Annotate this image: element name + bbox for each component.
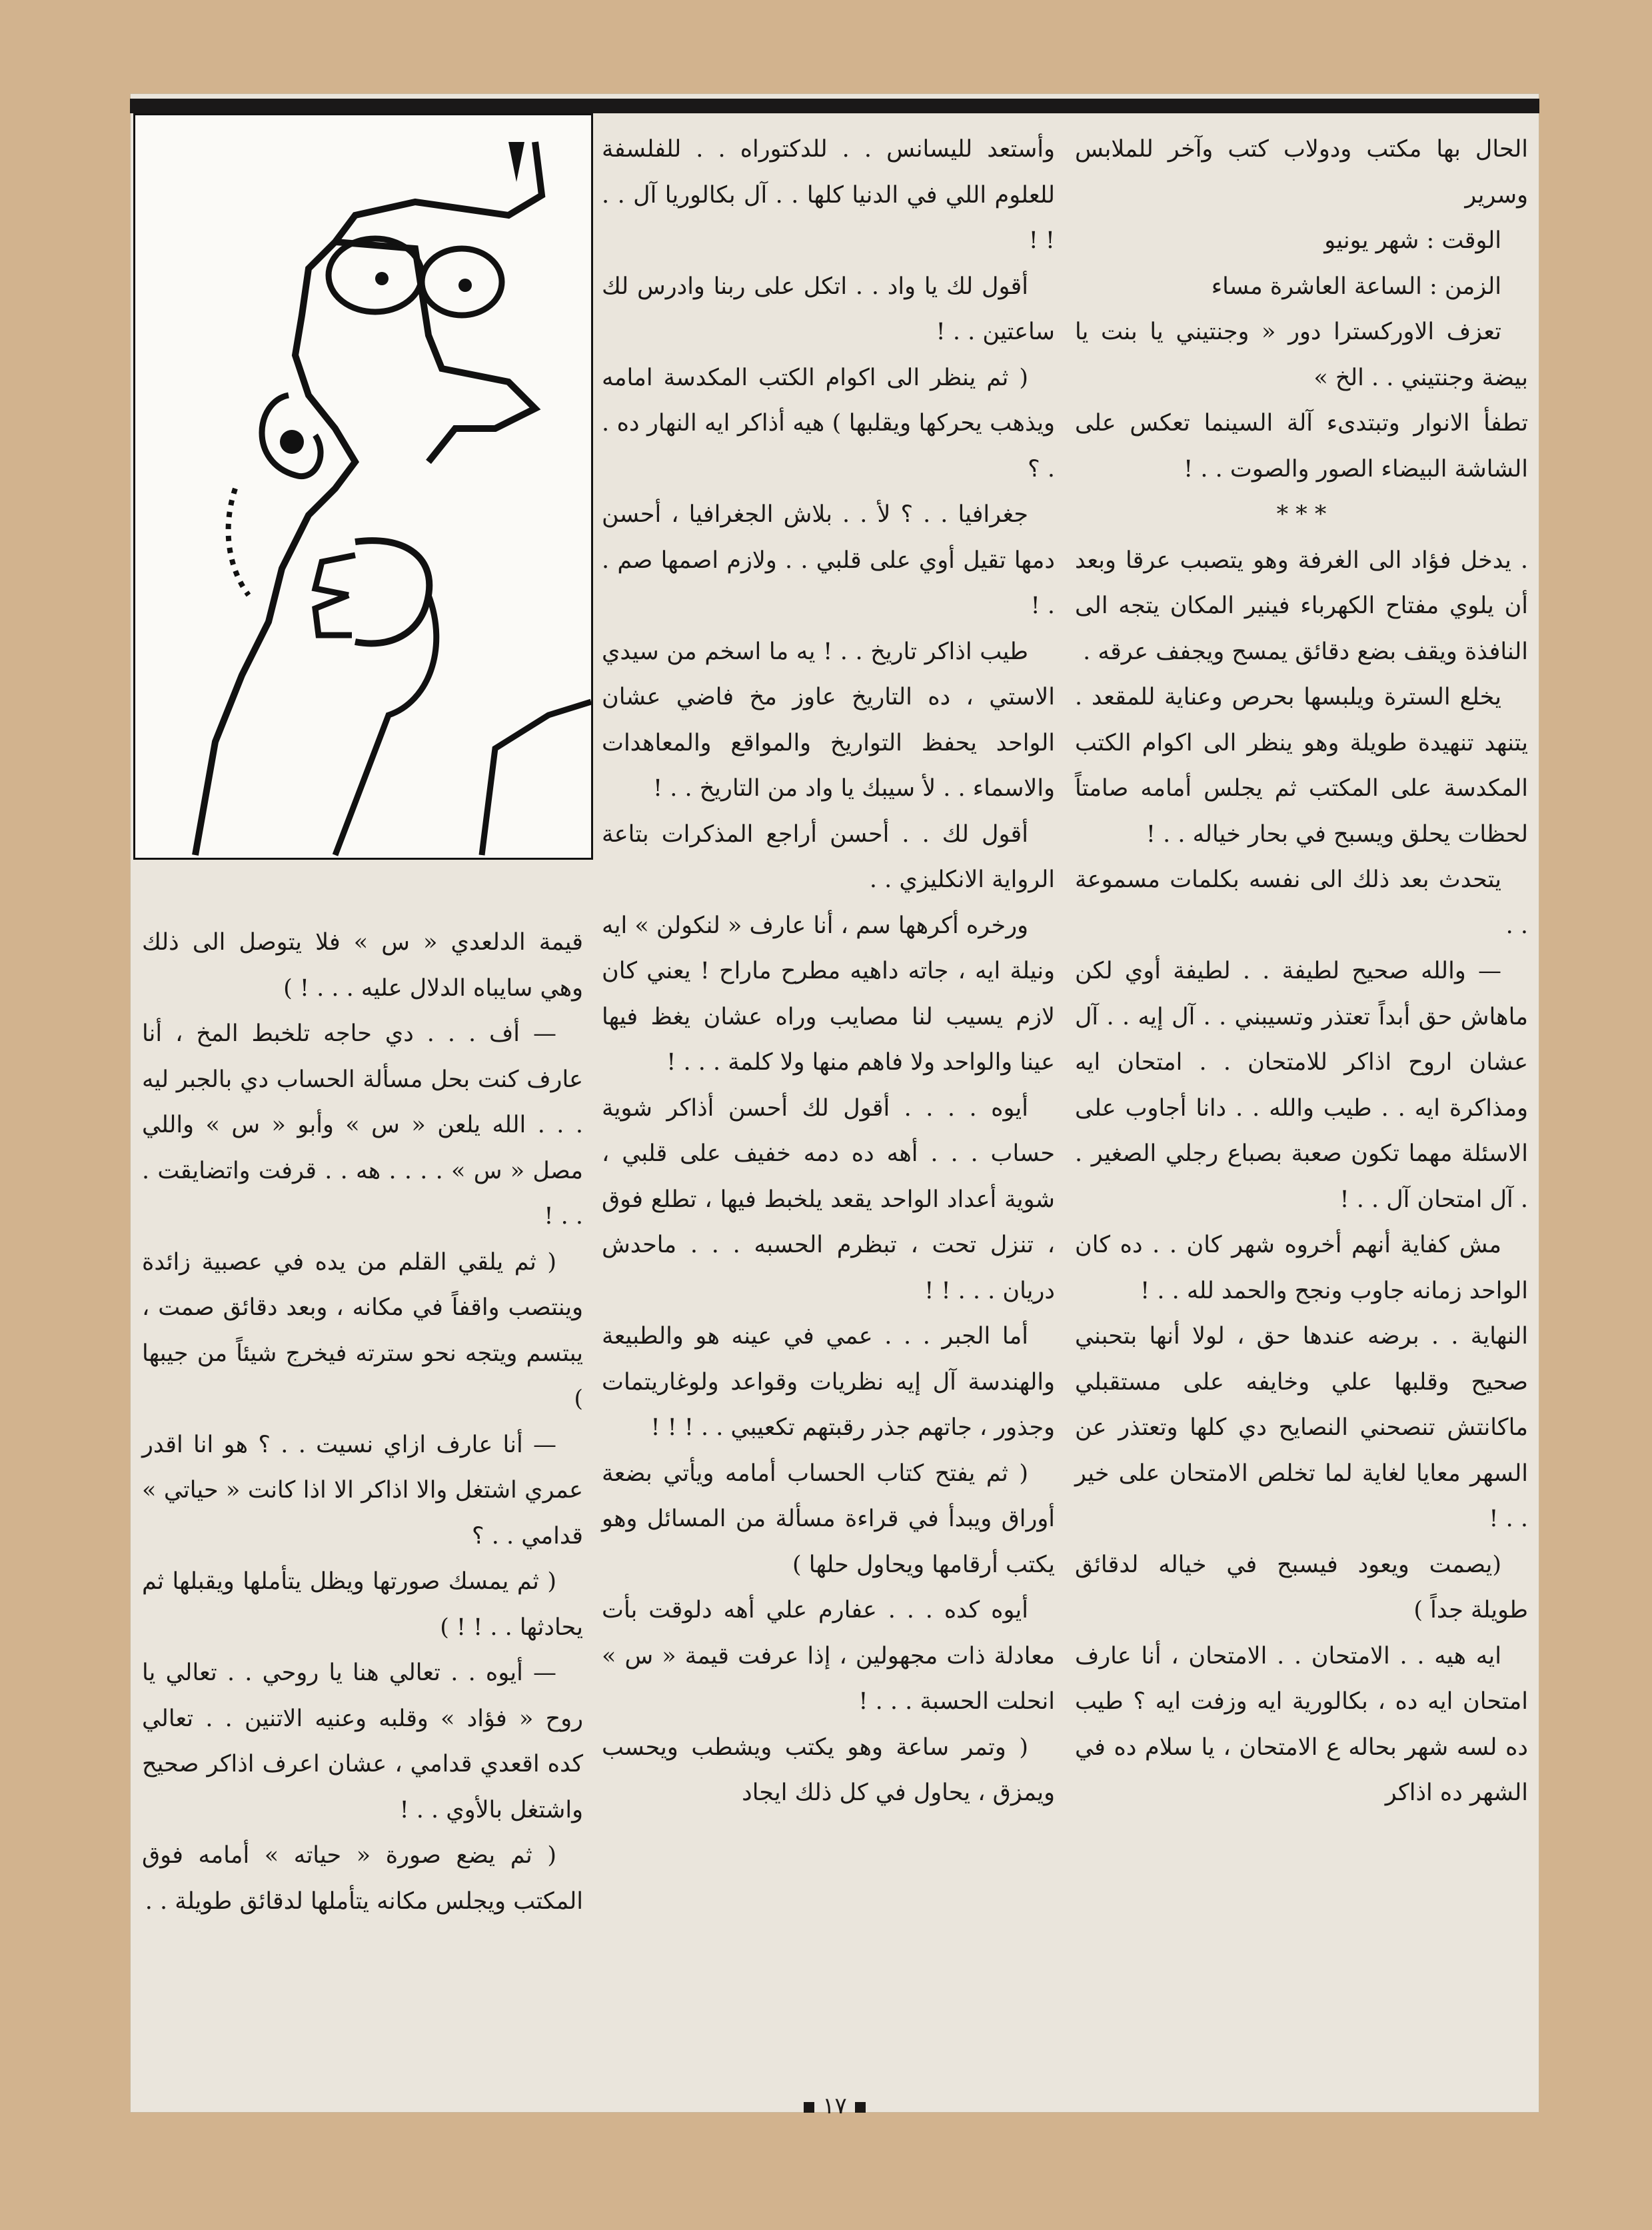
paragraph: قيمة الدلعدي « س » فلا يتوصل الى ذلك وهي سايباه الدلال عليه . . . ! ) [142, 929, 583, 1002]
paragraph: أقول لك . . أحسن أراجع المذكرات بتاعة الرواية الانكليزي . . [602, 820, 1055, 893]
cartoon-illustration [133, 113, 593, 860]
paragraph: ( ثم يلقي القلم من يده في عصبية زائدة وينتصب واقفاً في مكانه ، وبعد دقائق صمت ، يبتسم ويتجه نحو سترته فيخرج شيئاً من جيبها ) [142, 1248, 583, 1412]
paragraph: أيوه . . . . أقول لك أحسن أذاكر شوية حساب . . . أهه ده دمه خفيف على قلبي ، شوية أعداد الواحد يقعد يلخبط فيها ، تطلع فوق ، تنزل تحت ، تبظرم الحسبه . . . ماحدش دريان . . . ! ! [602, 1094, 1055, 1304]
text-column-right [1075, 127, 1528, 1816]
paragraph: ( وتمر ساعة وهو يكتب ويشطب ويحسب ويمزق ، يحاول في كل ذلك ايجاد [602, 1733, 1055, 1806]
paragraph: يتحدث بعد ذلك الى نفسه بكلمات مسموعة . . [1075, 866, 1528, 939]
square-ornament-icon [804, 2102, 814, 2113]
paragraph: أما الجبر . . . عمي في عينه هو والطبيعة والهندسة آل إيه نظريات وقواعد ولوغاريتمات وجذور ، جاتهم جذر رقبتهم تكعيبي . . ! ! ! [602, 1323, 1055, 1441]
paragraph: — والله صحيح لطيفة . . لطيفة أوي لكن ماهاش حق أبداً تعتذر وتسيبني . . آل إيه . . آل عشان اروح اذاكر للامتحان . . امتحان ايه ومذاكرة ايه . . طيب والله . . دانا أجاوب على الاسئلة مهما تكون صعبة بصباع رجلي الصغير . . آل امتحان آل . . ! [1075, 958, 1528, 1213]
paragraph: الزمن : الساعة العاشرة مساء [1211, 273, 1501, 300]
student-cartoon-icon [135, 115, 591, 858]
paragraph: مش كفاية أنهم أخروه شهر كان . . ده كان الواحد زمانه جاوب ونجح والحمد لله . . ! [1075, 1232, 1528, 1304]
paragraph: . يدخل فؤاد الى الغرفة وهو يتصبب عرقا وبعد أن يلوي مفتاح الكهرباء فينير المكان يتجه الى النافذة ويقف بضع دقائق يمسح ويجفف عرقه . [1075, 547, 1528, 665]
text-column-left [130, 920, 583, 1924]
page-number [130, 2093, 1539, 2119]
paragraph: ايه هيه . . الامتحان . . الامتحان ، أنا عارف امتحان ايه ده ، بكالورية ايه وزفت ايه ؟ طيب ده لسه شهر بحاله ع الامتحان ، يا سلام ده في الشهر ده اذاكر [1075, 1642, 1528, 1806]
section-divider: * * * [1276, 501, 1327, 528]
paragraph: ( ثم يفتح كتاب الحساب أمامه ويأتي بضعة أوراق ويبدأ في قراءة مسألة من المسائل وهو يكتب أرقامها ويحاول حلها ) [602, 1460, 1055, 1578]
paragraph: — أيوه . . تعالي هنا يا روحي . . تعالي يا روح « فؤاد » وقلبه وعنيه الاتنين . . تعالي كده اقعدي قدامي ، عشان اعرف اذاكر صحيح واشتغل بالأوي . . ! [142, 1660, 583, 1823]
paragraph: ( ثم يمسك صورتها ويظل يتأملها ويقبلها ثم يحادثها . . ! ! ) [142, 1568, 583, 1641]
paragraph: ( ثم ينظر الى اكوام الكتب المكدسة امامه ويذهب يحركها ويقلبها ) هيه أذاكر ايه النهار ده . . ؟ [602, 364, 1055, 483]
paragraph: (يصمت ويعود فيسبح في خياله لدقائق طويلة جداً ) [1075, 1551, 1528, 1624]
paragraph: النهاية . . برضه عندها حق ، لولا أنها بتحبني صحيح وقلبها علي وخايفه على مستقبلي ماكانتش تنصحني النصايح دي كلها وتعتذر عن السهر معايا لغاية لما تخلص الامتحان على خير . . ! [1075, 1323, 1528, 1532]
paragraph: الحال بها مكتب ودولاب كتب وآخر للملابس وسرير [1075, 136, 1528, 209]
page-number-text: ١٧ [822, 2093, 847, 2119]
paragraph: الوقت : شهر يونيو [1324, 227, 1501, 254]
paragraph: يخلع السترة ويلبسها بحرص وعناية للمقعد . يتنهد تنهيدة طويلة وهو ينظر الى اكوام الكتب المكدسة على المكتب ثم يجلس أمامه صامتاً لحظات يحلق ويسبح في بحار خياله . . ! [1075, 684, 1528, 848]
paragraph: طيب اذاكر تاريخ . . ! يه ما اسخم من سيدي الاستي ، ده التاريخ عاوز مخ فاضي عشان الواحد يحفظ التواريخ والمواقع والمعاهدات والاسماء . . لأ سيبك يا واد من التاريخ . . ! [602, 638, 1055, 802]
paragraph: — أنا عارف ازاي نسيت . . ؟ هو انا اقدر عمري اشتغل والا اذاكر الا اذا كانت « حياتي » قدامي . . ؟ [142, 1431, 583, 1550]
paragraph: — أف . . . دي حاجه تلخبط المخ ، أنا عارف كنت بحل مسألة الحساب دي بالجبر ليه . . . الله يلعن « س » وأبو « س » واللي مصل « س » . . . . هه . . قرفت واتضايقت . . . ! [142, 1020, 583, 1230]
paragraph: ورخره أكرهها سم ، أنا عارف « لنكولن » ايه ونيلة ايه ، جاته داهيه مطرح ماراح ! يعني كان لازم يسيب لنا مصايب وراه عشان يغظ فيها عينا والواحد ولا فاهم منها ولا كلمة . . . ! [602, 912, 1055, 1076]
paragraph: تطفأ الانوار وتبتدىء آلة السينما تعكس على الشاشة البيضاء الصور والصوت . . ! [1075, 410, 1528, 483]
paragraph: وأستعد لليسانس . . للدكتوراه . . للفلسفة للعلوم اللي في الدنيا كلها . . آل بكالوريا آل . . ! ! [602, 136, 1055, 254]
magazine-page [130, 93, 1539, 2119]
paragraph: جغرافيا . . ؟ لأ . . بلاش الجغرافيا ، أحسن دمها تقيل أوي على قلبي . . ولازم اصمها صم . . ! [602, 501, 1055, 619]
paragraph: ( ثم يضع صورة « حياته » أمامه فوق المكتب ويجلس مكانه يتأملها لدقائق طويلة . . [142, 1842, 583, 1915]
paragraph: تعزف الاوركسترا دور « وجنتيني يا بنت يا بيضة وجنتيني . . الخ » [1075, 319, 1528, 391]
paragraph: أقول لك يا واد . . اتكل على ربنا وادرس لك ساعتين . . ! [602, 273, 1055, 345]
square-ornament-icon [855, 2102, 866, 2113]
paragraph: أيوه كده . . . عفارم علي أهه دلوقت بأت معادلة ذات مجهولين ، إذا عرفت قيمة « س » انحلت الحسبة . . . ! [602, 1597, 1055, 1715]
text-column-middle [602, 127, 1055, 1816]
top-rule [130, 99, 1539, 113]
